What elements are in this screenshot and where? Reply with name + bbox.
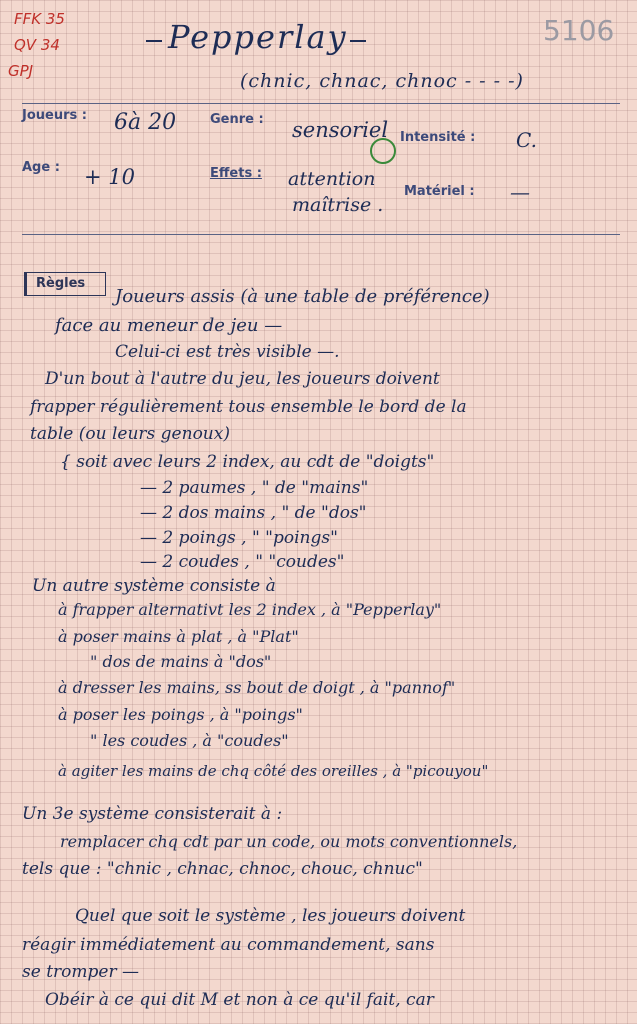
title-dash-right <box>350 40 366 42</box>
rules-line-16: à dresser les mains, ss bout de doigt , à "pannof" <box>58 678 456 697</box>
genre-label: Genre : <box>210 112 264 127</box>
rules-line-4: D'un bout à l'autre du jeu, les joueurs doivent <box>45 369 440 389</box>
page-subtitle: (chnic, chnac, chnoc - - - -) <box>240 70 524 92</box>
rules-line-25: se tromper — <box>22 962 139 982</box>
title-dash-left <box>146 40 162 42</box>
materiel-label: Matériel : <box>404 184 475 199</box>
rules-line-2: face au meneur de jeu — <box>55 315 283 336</box>
rules-line-1: Joueurs assis (à une table de préférence) <box>115 286 490 307</box>
rules-line-13: à frapper alternativt les 2 index , à "Pepperlay" <box>58 600 442 619</box>
joueurs-value: 6à 20 <box>114 110 177 135</box>
rules-line-19: à agiter les mains de chq côté des oreilles , à "picouyou" <box>58 762 489 780</box>
rules-line-7: { soit avec leurs 2 index, au cdt de "doigts" <box>60 452 435 472</box>
rules-line-3: Celui-ci est très visible —. <box>115 342 340 362</box>
rules-line-6: table (ou leurs genoux) <box>30 424 230 444</box>
age-value: + 10 <box>84 165 135 189</box>
corner-code-3: GPJ <box>8 62 34 80</box>
rules-line-20: Un 3e système consisterait à : <box>22 804 283 824</box>
effets-value-2: maîtrise . <box>292 194 384 216</box>
rules-line-18: " les coudes , à "coudes" <box>90 731 289 750</box>
rules-line-10: — 2 poings , " "poings" <box>140 528 338 548</box>
intensite-value: C. <box>516 128 537 152</box>
age-label: Age : <box>22 160 60 175</box>
rules-line-11: — 2 coudes , " "coudes" <box>140 552 345 572</box>
corner-code-1: FFK 35 <box>14 10 65 28</box>
materiel-value: — <box>510 180 530 204</box>
intensite-label: Intensité : <box>400 130 476 145</box>
effets-label: Effets : <box>210 166 262 181</box>
rules-line-22: tels que : "chnic , chnac, chnoc, chouc, chnuc" <box>22 859 423 879</box>
fields-rule <box>22 234 620 235</box>
joueurs-label: Joueurs : <box>22 108 87 123</box>
rules-line-5: frapper régulièrement tous ensemble le bord de la <box>30 397 467 417</box>
page-number: 5106 <box>543 14 615 47</box>
rules-line-24: réagir immédiatement au commandement, sans <box>22 935 435 955</box>
header-rule <box>22 103 620 104</box>
rules-line-8: — 2 paumes , " de "mains" <box>140 478 369 498</box>
corner-code-2: QV 34 <box>14 36 60 54</box>
rules-line-14: à poser mains à plat , à "Plat" <box>58 627 299 646</box>
genre-mark <box>370 138 396 164</box>
regles-label: Règles <box>36 276 86 291</box>
rules-line-12: Un autre système consiste à <box>32 576 276 596</box>
rules-line-21: remplacer chq cdt par un code, ou mots conventionnels, <box>60 832 518 851</box>
rules-line-23: Quel que soit le système , les joueurs doivent <box>75 906 466 926</box>
effets-value-1: attention <box>288 168 376 190</box>
rules-line-9: — 2 dos mains , " de "dos" <box>140 503 367 523</box>
page-title: Pepperlay <box>168 18 348 56</box>
rules-line-17: à poser les poings , à "poings" <box>58 705 303 724</box>
rules-line-26: Obéir à ce qui dit M et non à ce qu'il fait, car <box>45 990 434 1010</box>
genre-value: sensoriel <box>292 118 389 142</box>
rules-line-15: " dos de mains à "dos" <box>90 652 272 671</box>
